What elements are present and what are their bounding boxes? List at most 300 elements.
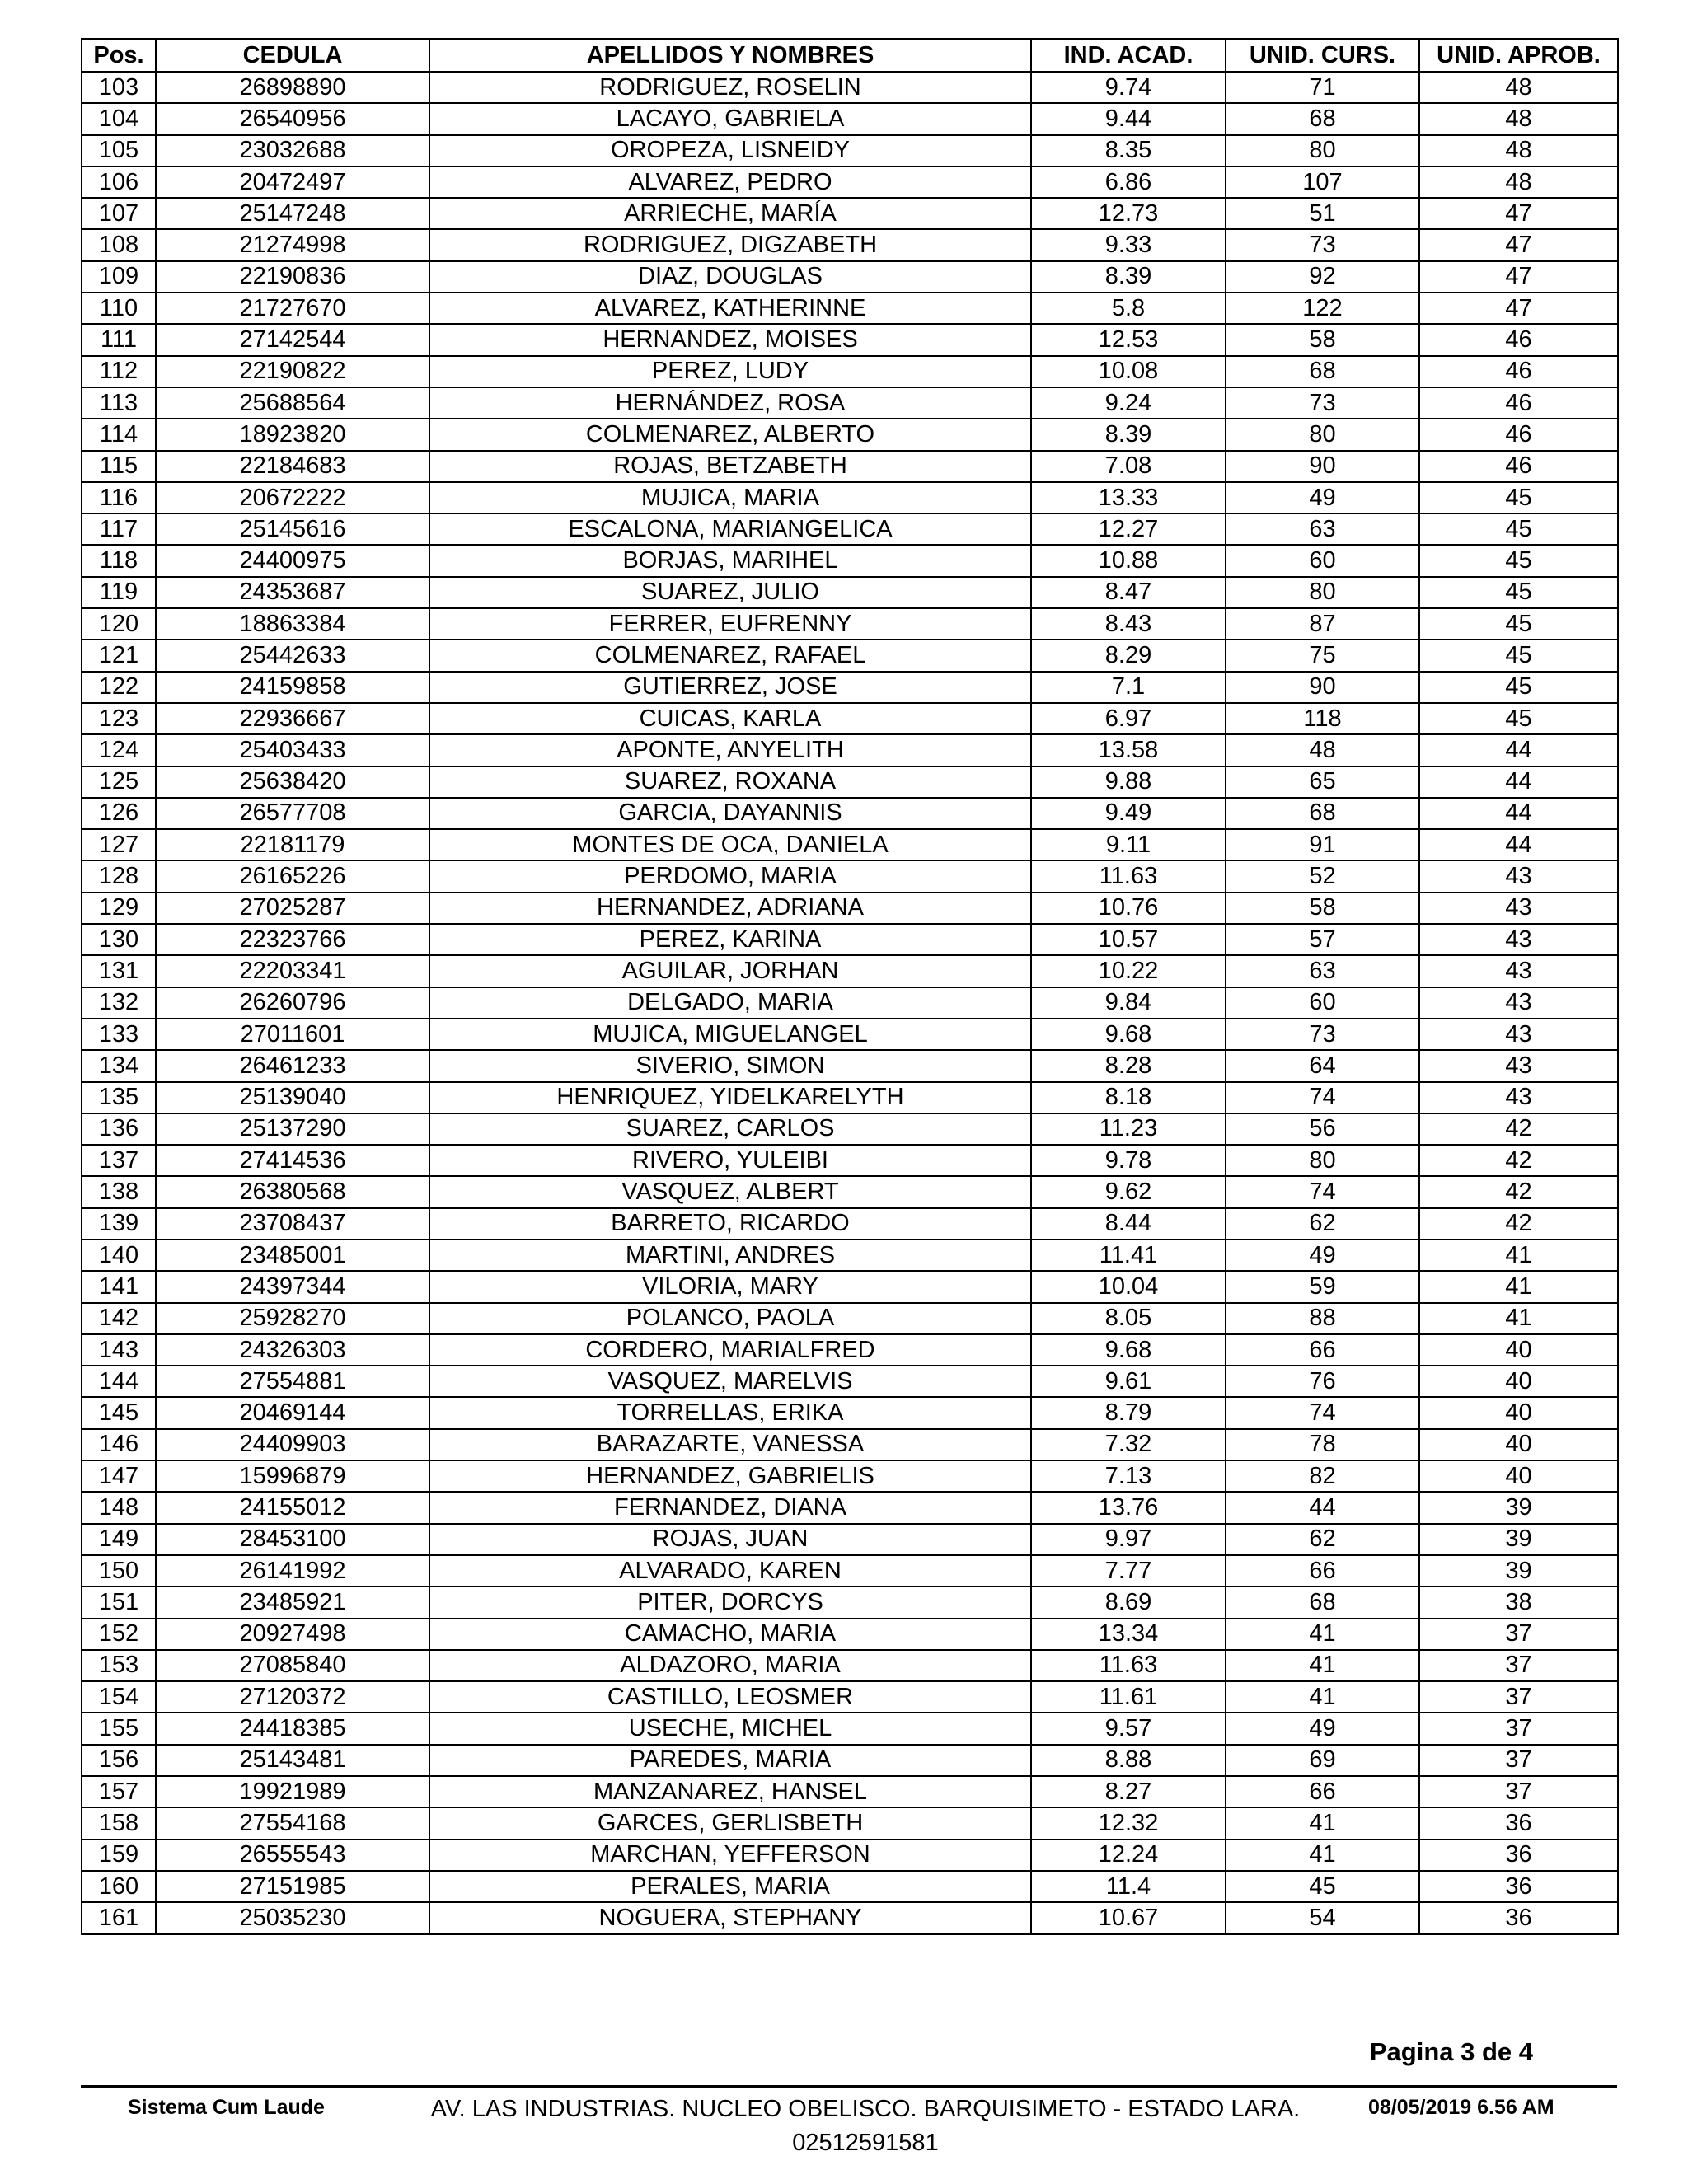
cell-nombre: APONTE, ANYELITH bbox=[429, 734, 1031, 766]
cell-unid-curs: 51 bbox=[1226, 198, 1419, 229]
cell-unid-curs: 90 bbox=[1226, 672, 1419, 703]
cell-unid-aprob: 43 bbox=[1419, 924, 1618, 955]
cell-unid-aprob: 41 bbox=[1419, 1240, 1618, 1271]
cell-unid-aprob: 43 bbox=[1419, 987, 1618, 1019]
cell-pos: 144 bbox=[82, 1366, 156, 1397]
table-header bbox=[82, 39, 1618, 72]
table-row bbox=[82, 577, 1618, 608]
cell-unid-aprob: 43 bbox=[1419, 860, 1618, 892]
cell-pos: 137 bbox=[82, 1145, 156, 1176]
cell-cedula: 15996879 bbox=[156, 1460, 429, 1492]
footer-divider bbox=[81, 2085, 1617, 2088]
cell-nombre: MUJICA, MARIA bbox=[429, 482, 1031, 513]
cell-cedula: 27554881 bbox=[156, 1366, 429, 1397]
cell-unid-curs: 41 bbox=[1226, 1650, 1419, 1681]
table-row bbox=[82, 1303, 1618, 1334]
cell-pos: 153 bbox=[82, 1650, 156, 1681]
cell-unid-aprob: 37 bbox=[1419, 1650, 1618, 1681]
table-row bbox=[82, 1240, 1618, 1271]
cell-pos: 109 bbox=[82, 261, 156, 293]
cell-cedula: 20472497 bbox=[156, 166, 429, 198]
cell-pos: 115 bbox=[82, 451, 156, 482]
cell-cedula: 20469144 bbox=[156, 1397, 429, 1428]
cell-pos: 139 bbox=[82, 1208, 156, 1240]
cell-unid-curs: 122 bbox=[1226, 293, 1419, 324]
cell-nombre: PERALES, MARIA bbox=[429, 1871, 1031, 1902]
header-unid-aprob: UNID. APROB. bbox=[1419, 39, 1618, 72]
cell-cedula: 28453100 bbox=[156, 1524, 429, 1555]
cell-cedula: 22203341 bbox=[156, 955, 429, 987]
table-row bbox=[82, 1082, 1618, 1113]
cell-unid-aprob: 45 bbox=[1419, 640, 1618, 671]
table-row bbox=[82, 545, 1618, 576]
cell-ind-acad: 7.13 bbox=[1031, 1460, 1226, 1492]
cell-unid-aprob: 48 bbox=[1419, 72, 1618, 103]
cell-pos: 127 bbox=[82, 829, 156, 860]
cell-unid-curs: 66 bbox=[1226, 1776, 1419, 1807]
cell-unid-aprob: 36 bbox=[1419, 1807, 1618, 1839]
cell-unid-curs: 54 bbox=[1226, 1902, 1419, 1933]
cell-unid-curs: 57 bbox=[1226, 924, 1419, 955]
cell-unid-curs: 58 bbox=[1226, 893, 1419, 924]
table-row bbox=[82, 356, 1618, 387]
cell-unid-curs: 80 bbox=[1226, 577, 1419, 608]
header-unid-curs: UNID. CURS. bbox=[1226, 39, 1419, 72]
cell-pos: 155 bbox=[82, 1713, 156, 1744]
table-row bbox=[82, 482, 1618, 513]
cell-nombre: CUICAS, KARLA bbox=[429, 703, 1031, 734]
table-row bbox=[82, 893, 1618, 924]
header-nombres: APELLIDOS Y NOMBRES bbox=[429, 39, 1031, 72]
table-row bbox=[82, 1271, 1618, 1302]
cell-ind-acad: 7.08 bbox=[1031, 451, 1226, 482]
cell-cedula: 19921989 bbox=[156, 1776, 429, 1807]
cell-unid-curs: 60 bbox=[1226, 545, 1419, 576]
cell-nombre: BARAZARTE, VANESSA bbox=[429, 1429, 1031, 1460]
cell-nombre: COLMENAREZ, RAFAEL bbox=[429, 640, 1031, 671]
cell-ind-acad: 5.8 bbox=[1031, 293, 1226, 324]
cell-nombre: ALVAREZ, PEDRO bbox=[429, 166, 1031, 198]
footer-address-line: AV. LAS INDUSTRIAS. NUCLEO OBELISCO. BARQUISIMETO - ESTADO LARA. bbox=[430, 2096, 1301, 2122]
cell-nombre: DELGADO, MARIA bbox=[429, 987, 1031, 1019]
cell-unid-aprob: 44 bbox=[1419, 798, 1618, 829]
cell-cedula: 24155012 bbox=[156, 1492, 429, 1523]
cell-cedula: 26461233 bbox=[156, 1050, 429, 1081]
cell-cedula: 21727670 bbox=[156, 293, 429, 324]
cell-unid-curs: 58 bbox=[1226, 324, 1419, 355]
header-row bbox=[82, 39, 1618, 72]
cell-ind-acad: 9.74 bbox=[1031, 72, 1226, 103]
cell-ind-acad: 8.18 bbox=[1031, 1082, 1226, 1113]
cell-pos: 124 bbox=[82, 734, 156, 766]
table-row bbox=[82, 1650, 1618, 1681]
table-row bbox=[82, 166, 1618, 198]
cell-unid-curs: 41 bbox=[1226, 1840, 1419, 1871]
cell-nombre: RODRIGUEZ, DIGZABETH bbox=[429, 229, 1031, 260]
cell-pos: 160 bbox=[82, 1871, 156, 1902]
cell-unid-curs: 69 bbox=[1226, 1745, 1419, 1776]
cell-ind-acad: 11.23 bbox=[1031, 1113, 1226, 1145]
cell-ind-acad: 10.76 bbox=[1031, 893, 1226, 924]
cell-pos: 138 bbox=[82, 1176, 156, 1207]
table-row bbox=[82, 1366, 1618, 1397]
table-row bbox=[82, 103, 1618, 134]
cell-unid-aprob: 40 bbox=[1419, 1429, 1618, 1460]
cell-nombre: PITER, DORCYS bbox=[429, 1586, 1031, 1618]
cell-ind-acad: 12.32 bbox=[1031, 1807, 1226, 1839]
cell-unid-curs: 41 bbox=[1226, 1681, 1419, 1713]
cell-cedula: 18923820 bbox=[156, 419, 429, 450]
cell-ind-acad: 8.29 bbox=[1031, 640, 1226, 671]
cell-ind-acad: 8.28 bbox=[1031, 1050, 1226, 1081]
cell-ind-acad: 13.76 bbox=[1031, 1492, 1226, 1523]
cell-cedula: 23708437 bbox=[156, 1208, 429, 1240]
table-row bbox=[82, 198, 1618, 229]
cell-pos: 116 bbox=[82, 482, 156, 513]
cell-nombre: FERNANDEZ, DIANA bbox=[429, 1492, 1031, 1523]
cell-pos: 122 bbox=[82, 672, 156, 703]
cell-cedula: 27151985 bbox=[156, 1871, 429, 1902]
cell-ind-acad: 9.84 bbox=[1031, 987, 1226, 1019]
table-body bbox=[82, 72, 1618, 1934]
cell-unid-curs: 82 bbox=[1226, 1460, 1419, 1492]
cell-unid-aprob: 36 bbox=[1419, 1871, 1618, 1902]
cell-pos: 146 bbox=[82, 1429, 156, 1460]
cell-cedula: 25137290 bbox=[156, 1113, 429, 1145]
cell-ind-acad: 8.27 bbox=[1031, 1776, 1226, 1807]
cell-ind-acad: 6.97 bbox=[1031, 703, 1226, 734]
cell-nombre: VASQUEZ, MARELVIS bbox=[429, 1366, 1031, 1397]
cell-pos: 156 bbox=[82, 1745, 156, 1776]
cell-ind-acad: 7.77 bbox=[1031, 1555, 1226, 1586]
cell-unid-curs: 44 bbox=[1226, 1492, 1419, 1523]
table-row bbox=[82, 1429, 1618, 1460]
cell-nombre: MARTINI, ANDRES bbox=[429, 1240, 1031, 1271]
cell-nombre: BARRETO, RICARDO bbox=[429, 1208, 1031, 1240]
page-indicator: Pagina 3 de 4 bbox=[1369, 2037, 1533, 2066]
cell-unid-aprob: 43 bbox=[1419, 1082, 1618, 1113]
cell-cedula: 25145616 bbox=[156, 513, 429, 545]
cell-nombre: VILORIA, MARY bbox=[429, 1271, 1031, 1302]
cell-pos: 154 bbox=[82, 1681, 156, 1713]
cell-pos: 130 bbox=[82, 924, 156, 955]
cell-nombre: PERDOMO, MARIA bbox=[429, 860, 1031, 892]
cell-unid-curs: 92 bbox=[1226, 261, 1419, 293]
cell-cedula: 24400975 bbox=[156, 545, 429, 576]
cell-ind-acad: 8.88 bbox=[1031, 1745, 1226, 1776]
cell-cedula: 27414536 bbox=[156, 1145, 429, 1176]
cell-unid-curs: 64 bbox=[1226, 1050, 1419, 1081]
table-row bbox=[82, 766, 1618, 798]
cell-unid-aprob: 47 bbox=[1419, 229, 1618, 260]
cell-pos: 143 bbox=[82, 1334, 156, 1366]
cell-unid-curs: 63 bbox=[1226, 955, 1419, 987]
cell-nombre: ALDAZORO, MARIA bbox=[429, 1650, 1031, 1681]
cell-nombre: ARRIECHE, MARÍA bbox=[429, 198, 1031, 229]
cell-unid-curs: 62 bbox=[1226, 1208, 1419, 1240]
cell-unid-aprob: 42 bbox=[1419, 1113, 1618, 1145]
cell-ind-acad: 11.63 bbox=[1031, 860, 1226, 892]
cell-nombre: AGUILAR, JORHAN bbox=[429, 955, 1031, 987]
cell-cedula: 26540956 bbox=[156, 103, 429, 134]
cell-unid-aprob: 46 bbox=[1419, 419, 1618, 450]
cell-unid-curs: 107 bbox=[1226, 166, 1419, 198]
cell-pos: 112 bbox=[82, 356, 156, 387]
cell-unid-aprob: 46 bbox=[1419, 387, 1618, 419]
cell-nombre: DIAZ, DOUGLAS bbox=[429, 261, 1031, 293]
cell-nombre: GARCES, GERLISBETH bbox=[429, 1807, 1031, 1839]
cell-unid-aprob: 36 bbox=[1419, 1840, 1618, 1871]
cell-cedula: 22181179 bbox=[156, 829, 429, 860]
table-row bbox=[82, 1902, 1618, 1933]
cell-nombre: MONTES DE OCA, DANIELA bbox=[429, 829, 1031, 860]
cell-nombre: MARCHAN, YEFFERSON bbox=[429, 1840, 1031, 1871]
cell-unid-curs: 59 bbox=[1226, 1271, 1419, 1302]
cell-cedula: 24159858 bbox=[156, 672, 429, 703]
cell-ind-acad: 9.24 bbox=[1031, 387, 1226, 419]
cell-nombre: PAREDES, MARIA bbox=[429, 1745, 1031, 1776]
cell-unid-aprob: 40 bbox=[1419, 1334, 1618, 1366]
cell-pos: 105 bbox=[82, 135, 156, 166]
footer-timestamp: 08/05/2019 6.56 AM bbox=[1368, 2096, 1554, 2119]
cell-unid-curs: 68 bbox=[1226, 356, 1419, 387]
cell-nombre: POLANCO, PAOLA bbox=[429, 1303, 1031, 1334]
table-row bbox=[82, 924, 1618, 955]
cell-nombre: COLMENAREZ, ALBERTO bbox=[429, 419, 1031, 450]
cell-nombre: MANZANAREZ, HANSEL bbox=[429, 1776, 1031, 1807]
table-row bbox=[82, 608, 1618, 640]
cell-unid-aprob: 45 bbox=[1419, 608, 1618, 640]
cell-pos: 129 bbox=[82, 893, 156, 924]
cell-cedula: 27025287 bbox=[156, 893, 429, 924]
cell-unid-curs: 68 bbox=[1226, 103, 1419, 134]
cell-cedula: 26141992 bbox=[156, 1555, 429, 1586]
cell-pos: 119 bbox=[82, 577, 156, 608]
table-row bbox=[82, 261, 1618, 293]
table-row bbox=[82, 703, 1618, 734]
cell-unid-curs: 49 bbox=[1226, 1713, 1419, 1744]
table-row bbox=[82, 1176, 1618, 1207]
cell-unid-aprob: 37 bbox=[1419, 1681, 1618, 1713]
cell-nombre: FERRER, EUFRENNY bbox=[429, 608, 1031, 640]
table-row bbox=[82, 1145, 1618, 1176]
cell-unid-aprob: 41 bbox=[1419, 1303, 1618, 1334]
cell-unid-aprob: 45 bbox=[1419, 513, 1618, 545]
cell-pos: 117 bbox=[82, 513, 156, 545]
cell-ind-acad: 10.04 bbox=[1031, 1271, 1226, 1302]
cell-unid-aprob: 48 bbox=[1419, 103, 1618, 134]
cell-ind-acad: 10.22 bbox=[1031, 955, 1226, 987]
table-row bbox=[82, 1492, 1618, 1523]
table-row bbox=[82, 955, 1618, 987]
cell-unid-aprob: 42 bbox=[1419, 1208, 1618, 1240]
cell-nombre: ROJAS, JUAN bbox=[429, 1524, 1031, 1555]
cell-unid-aprob: 47 bbox=[1419, 261, 1618, 293]
cell-unid-aprob: 47 bbox=[1419, 198, 1618, 229]
cell-unid-aprob: 46 bbox=[1419, 324, 1618, 355]
table-row bbox=[82, 1050, 1618, 1081]
cell-ind-acad: 9.62 bbox=[1031, 1176, 1226, 1207]
cell-pos: 131 bbox=[82, 955, 156, 987]
cell-unid-aprob: 41 bbox=[1419, 1271, 1618, 1302]
cell-pos: 120 bbox=[82, 608, 156, 640]
cell-unid-curs: 78 bbox=[1226, 1429, 1419, 1460]
cell-unid-curs: 88 bbox=[1226, 1303, 1419, 1334]
cell-unid-curs: 48 bbox=[1226, 734, 1419, 766]
cell-unid-curs: 49 bbox=[1226, 482, 1419, 513]
cell-cedula: 26577708 bbox=[156, 798, 429, 829]
cell-unid-curs: 65 bbox=[1226, 766, 1419, 798]
cell-unid-curs: 118 bbox=[1226, 703, 1419, 734]
cell-unid-curs: 68 bbox=[1226, 798, 1419, 829]
cell-ind-acad: 10.88 bbox=[1031, 545, 1226, 576]
cell-nombre: CASTILLO, LEOSMER bbox=[429, 1681, 1031, 1713]
table-row bbox=[82, 734, 1618, 766]
table-row bbox=[82, 1334, 1618, 1366]
cell-unid-curs: 76 bbox=[1226, 1366, 1419, 1397]
cell-ind-acad: 8.35 bbox=[1031, 135, 1226, 166]
cell-cedula: 23485001 bbox=[156, 1240, 429, 1271]
cell-unid-aprob: 40 bbox=[1419, 1397, 1618, 1428]
table-row bbox=[82, 1397, 1618, 1428]
cell-pos: 136 bbox=[82, 1113, 156, 1145]
cell-ind-acad: 8.69 bbox=[1031, 1586, 1226, 1618]
cell-pos: 104 bbox=[82, 103, 156, 134]
cell-nombre: VASQUEZ, ALBERT bbox=[429, 1176, 1031, 1207]
cell-unid-aprob: 46 bbox=[1419, 356, 1618, 387]
cell-cedula: 26555543 bbox=[156, 1840, 429, 1871]
cell-unid-aprob: 46 bbox=[1419, 451, 1618, 482]
cell-unid-aprob: 47 bbox=[1419, 293, 1618, 324]
table-row bbox=[82, 1208, 1618, 1240]
cell-nombre: NOGUERA, STEPHANY bbox=[429, 1902, 1031, 1933]
cell-cedula: 25147248 bbox=[156, 198, 429, 229]
cell-cedula: 22323766 bbox=[156, 924, 429, 955]
cell-nombre: USECHE, MICHEL bbox=[429, 1713, 1031, 1744]
cell-ind-acad: 9.68 bbox=[1031, 1019, 1226, 1050]
cell-unid-curs: 63 bbox=[1226, 513, 1419, 545]
cell-nombre: HERNANDEZ, MOISES bbox=[429, 324, 1031, 355]
cell-ind-acad: 11.61 bbox=[1031, 1681, 1226, 1713]
cell-cedula: 24353687 bbox=[156, 577, 429, 608]
cell-unid-curs: 74 bbox=[1226, 1397, 1419, 1428]
table-row bbox=[82, 1460, 1618, 1492]
cell-ind-acad: 9.61 bbox=[1031, 1366, 1226, 1397]
cell-nombre: HERNANDEZ, GABRIELIS bbox=[429, 1460, 1031, 1492]
cell-nombre: MUJICA, MIGUELANGEL bbox=[429, 1019, 1031, 1050]
cell-ind-acad: 9.11 bbox=[1031, 829, 1226, 860]
cell-nombre: CORDERO, MARIALFRED bbox=[429, 1334, 1031, 1366]
cell-nombre: HERNÁNDEZ, ROSA bbox=[429, 387, 1031, 419]
cell-ind-acad: 8.43 bbox=[1031, 608, 1226, 640]
cell-pos: 114 bbox=[82, 419, 156, 450]
table-row bbox=[82, 293, 1618, 324]
cell-unid-aprob: 45 bbox=[1419, 577, 1618, 608]
cell-ind-acad: 8.47 bbox=[1031, 577, 1226, 608]
cell-cedula: 26898890 bbox=[156, 72, 429, 103]
cell-unid-aprob: 45 bbox=[1419, 482, 1618, 513]
cell-nombre: SIVERIO, SIMON bbox=[429, 1050, 1031, 1081]
cell-cedula: 20672222 bbox=[156, 482, 429, 513]
cell-nombre: GARCIA, DAYANNIS bbox=[429, 798, 1031, 829]
cell-pos: 132 bbox=[82, 987, 156, 1019]
cell-unid-curs: 80 bbox=[1226, 135, 1419, 166]
table-row bbox=[82, 1871, 1618, 1902]
cell-ind-acad: 12.73 bbox=[1031, 198, 1226, 229]
cell-cedula: 21274998 bbox=[156, 229, 429, 260]
table-row bbox=[82, 1807, 1618, 1839]
cell-nombre: ESCALONA, MARIANGELICA bbox=[429, 513, 1031, 545]
table-row bbox=[82, 135, 1618, 166]
header-ind-acad: IND. ACAD. bbox=[1031, 39, 1226, 72]
cell-pos: 161 bbox=[82, 1902, 156, 1933]
cell-ind-acad: 12.27 bbox=[1031, 513, 1226, 545]
cell-pos: 121 bbox=[82, 640, 156, 671]
cell-ind-acad: 9.78 bbox=[1031, 1145, 1226, 1176]
cell-cedula: 22190836 bbox=[156, 261, 429, 293]
table-row bbox=[82, 1555, 1618, 1586]
cell-cedula: 20927498 bbox=[156, 1619, 429, 1650]
cell-pos: 106 bbox=[82, 166, 156, 198]
cell-pos: 134 bbox=[82, 1050, 156, 1081]
cell-cedula: 18863384 bbox=[156, 608, 429, 640]
cell-nombre: PEREZ, LUDY bbox=[429, 356, 1031, 387]
cell-cedula: 23485921 bbox=[156, 1586, 429, 1618]
cell-cedula: 26260796 bbox=[156, 987, 429, 1019]
cell-pos: 110 bbox=[82, 293, 156, 324]
cell-ind-acad: 13.33 bbox=[1031, 482, 1226, 513]
cell-nombre: BORJAS, MARIHEL bbox=[429, 545, 1031, 576]
table-row bbox=[82, 229, 1618, 260]
cell-unid-aprob: 37 bbox=[1419, 1745, 1618, 1776]
cell-cedula: 24409903 bbox=[156, 1429, 429, 1460]
table-row bbox=[82, 672, 1618, 703]
table-row bbox=[82, 1745, 1618, 1776]
cell-cedula: 25442633 bbox=[156, 640, 429, 671]
cell-pos: 148 bbox=[82, 1492, 156, 1523]
cell-unid-aprob: 37 bbox=[1419, 1619, 1618, 1650]
cell-cedula: 22184683 bbox=[156, 451, 429, 482]
cell-ind-acad: 9.44 bbox=[1031, 103, 1226, 134]
ranking-table bbox=[81, 38, 1619, 1935]
cell-ind-acad: 10.08 bbox=[1031, 356, 1226, 387]
cell-nombre: SUAREZ, ROXANA bbox=[429, 766, 1031, 798]
cell-unid-aprob: 37 bbox=[1419, 1776, 1618, 1807]
cell-pos: 103 bbox=[82, 72, 156, 103]
cell-ind-acad: 9.97 bbox=[1031, 1524, 1226, 1555]
table-row bbox=[82, 860, 1618, 892]
cell-pos: 123 bbox=[82, 703, 156, 734]
table-row bbox=[82, 1840, 1618, 1871]
cell-cedula: 25928270 bbox=[156, 1303, 429, 1334]
cell-unid-curs: 66 bbox=[1226, 1334, 1419, 1366]
cell-unid-curs: 49 bbox=[1226, 1240, 1419, 1271]
table-row bbox=[82, 72, 1618, 103]
cell-pos: 147 bbox=[82, 1460, 156, 1492]
cell-cedula: 22936667 bbox=[156, 703, 429, 734]
cell-pos: 159 bbox=[82, 1840, 156, 1871]
cell-ind-acad: 11.4 bbox=[1031, 1871, 1226, 1902]
cell-nombre: ALVARADO, KAREN bbox=[429, 1555, 1031, 1586]
cell-cedula: 24397344 bbox=[156, 1271, 429, 1302]
cell-cedula: 27011601 bbox=[156, 1019, 429, 1050]
cell-ind-acad: 13.34 bbox=[1031, 1619, 1226, 1650]
cell-pos: 118 bbox=[82, 545, 156, 576]
cell-pos: 150 bbox=[82, 1555, 156, 1586]
cell-nombre: RIVERO, YULEIBI bbox=[429, 1145, 1031, 1176]
cell-unid-curs: 75 bbox=[1226, 640, 1419, 671]
cell-unid-curs: 41 bbox=[1226, 1619, 1419, 1650]
